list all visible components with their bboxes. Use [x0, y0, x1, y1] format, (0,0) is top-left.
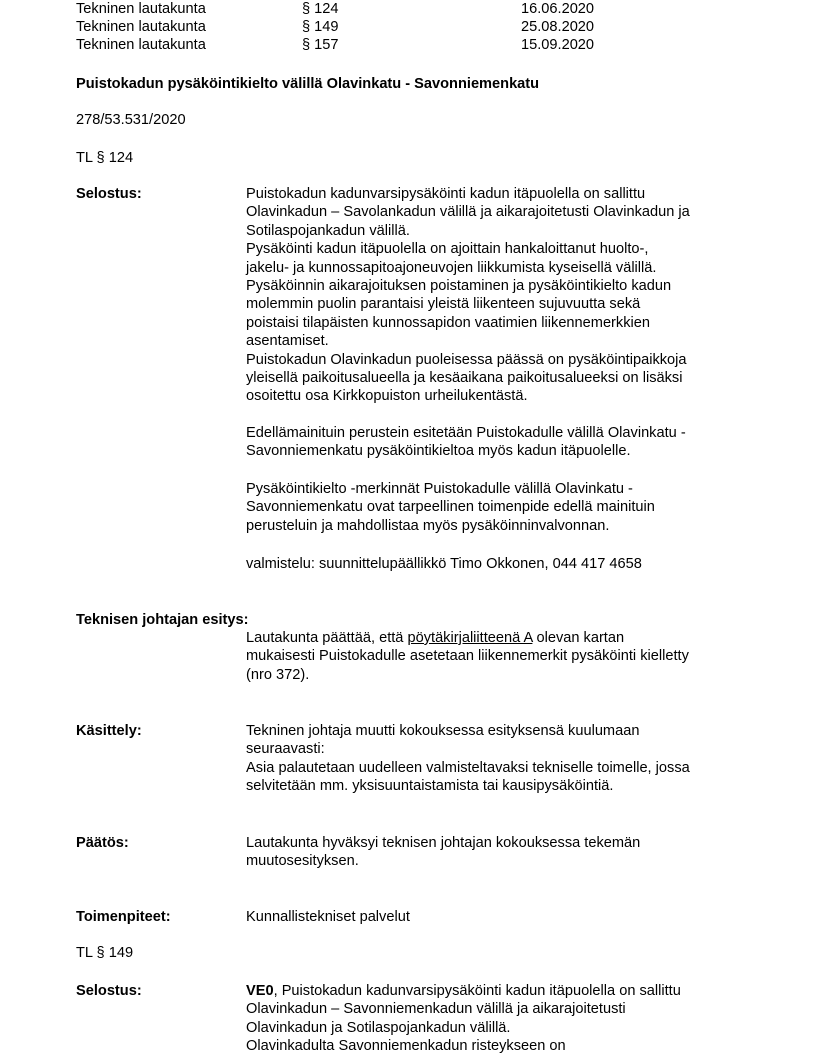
text-line — [246, 629, 746, 647]
paatos-paragraph — [246, 834, 746, 871]
text-line: (nro 372). — [246, 666, 310, 683]
ve-text: , Puistokadun kadunvarsipysäköinti kadun itäpuolella on sallittu — [273, 983, 681, 999]
text-line: Olavinkadun – Savolankadun välillä ja aikarajoitetusti Olavinkadun ja — [246, 204, 690, 221]
text-line: poistaisi tilapäisten kunnossapidon vaatimien liikennemerkkien — [246, 314, 650, 331]
text-line: Pysäköinnin aikarajoituksen poistaminen ja pysäköintikielto kadun — [246, 278, 672, 295]
history-date: 16.06.2020 — [521, 1, 595, 17]
esitys-label: Teknisen johtajan esitys: — [76, 612, 249, 628]
text-line: Asia palautetaan uudelleen valmisteltavaksi tekniselle toimelle, jossa — [246, 759, 690, 776]
selostus-paragraph-2 — [246, 424, 746, 461]
text-line: valmistelu: suunnittelupäällikkö Timo Okkonen, 044 417 4658 — [246, 556, 642, 572]
text-line: Puistokadun kadunvarsipysäköinti kadun itäpuolella on sallittu — [246, 186, 646, 202]
toimenpiteet-value: Kunnallistekniset palvelut — [246, 909, 410, 925]
selostus-paragraph-second — [246, 982, 746, 1056]
text-line: asentamiset. — [246, 333, 329, 350]
text-line: Sotilaspojankadun välillä. — [246, 222, 410, 239]
selostus-paragraph-3 — [246, 480, 746, 535]
text-line: Olavinkadun ja Sotilaspojankadun välillä. — [246, 1019, 511, 1036]
history-body: Tekninen lautakunta — [76, 37, 206, 53]
history-date: 25.08.2020 — [521, 19, 595, 35]
text-line: molemmin puolin parantaisi yleistä liikenteen sujuvuutta sekä — [246, 296, 641, 313]
text-line: selvitetään mm. yksisuuntaistamista tai kausipysäköintiä. — [246, 778, 614, 795]
text-line: muutosesityksen. — [246, 853, 359, 870]
text-line: seuraavasti: — [246, 741, 325, 758]
history-body: Tekninen lautakunta — [76, 1, 206, 17]
item-ref: TL § 149 — [76, 945, 134, 961]
paatos-label: Päätös: — [76, 835, 129, 851]
record-number: 278/53.531/2020 — [76, 112, 186, 128]
text-line: Puistokadun Olavinkadun puoleisessa päässä on pysäköintipaikkoja — [246, 351, 687, 368]
history-date: 15.09.2020 — [521, 37, 595, 53]
kasittely-paragraph — [246, 722, 746, 796]
kasittely-label: Käsittely: — [76, 723, 142, 739]
esitys-text: Lautakunta päättää, että — [246, 630, 408, 646]
text-line: perusteluin ja mahdollistaa myös pysäköinninvalvonnan. — [246, 517, 610, 534]
selostus-label: Selostus: — [76, 186, 142, 202]
ve-label: VE0 — [246, 983, 274, 999]
text-line — [246, 982, 746, 1000]
text-line: Lautakunta hyväksyi teknisen johtajan kokouksessa tekemän — [246, 835, 641, 851]
text-line: jakelu- ja kunnossapitoajoneuvojen liikkumista kyseisellä välillä. — [246, 259, 657, 276]
history-section: § 149 — [302, 19, 339, 35]
attachment-link[interactable]: pöytäkirjaliitteenä A — [407, 630, 533, 646]
text-line: yleisellä paikoitusalueella ja kesäaikana paikoitusalueeksi on lisäksi — [246, 370, 683, 387]
history-section: § 157 — [302, 37, 339, 53]
text-line: Savonniemenkatu ovat tarpeellinen toimenpide edellä mainituin — [246, 499, 655, 516]
item-ref: TL § 124 — [76, 150, 134, 166]
valmistelu-line — [246, 555, 746, 573]
selostus-paragraph-1 — [246, 185, 746, 406]
text-line: osoitettu osa Kirkkopuiston urheilukentästä. — [246, 388, 528, 405]
esitys-text: olevan kartan — [532, 630, 625, 646]
text-line: Pysäköinti kadun itäpuolella on ajoittain hankaloittanut huolto-, — [246, 241, 649, 258]
selostus-label: Selostus: — [76, 983, 142, 999]
text-line: Savonniemenkatu pysäköintikieltoa myös kadun itäpuolelle. — [246, 443, 631, 460]
esitys-paragraph — [246, 629, 746, 684]
toimenpiteet-label: Toimenpiteet: — [76, 909, 171, 925]
text-line: mukaisesti Puistokadulle asetetaan liikennemerkit pysäköinti kielletty — [246, 648, 689, 665]
text-line: Pysäköintikielto -merkinnät Puistokadulle välillä Olavinkatu - — [246, 481, 633, 497]
text-line: Olavinkadun – Savonniemenkadun välillä ja aikarajoitetusti — [246, 1001, 626, 1018]
history-section: § 124 — [302, 1, 339, 17]
text-line: Tekninen johtaja muutti kokouksessa esityksensä kuulumaan — [246, 723, 640, 739]
history-body: Tekninen lautakunta — [76, 19, 206, 35]
document-title: Puistokadun pysäköintikielto välillä Olavinkatu - Savonniemenkatu — [76, 76, 540, 92]
text-line: Olavinkadulta Savonniemenkadun risteykseen on — [246, 1038, 566, 1055]
text-line: Edellämainituin perustein esitetään Puistokadulle välillä Olavinkatu - — [246, 425, 686, 441]
